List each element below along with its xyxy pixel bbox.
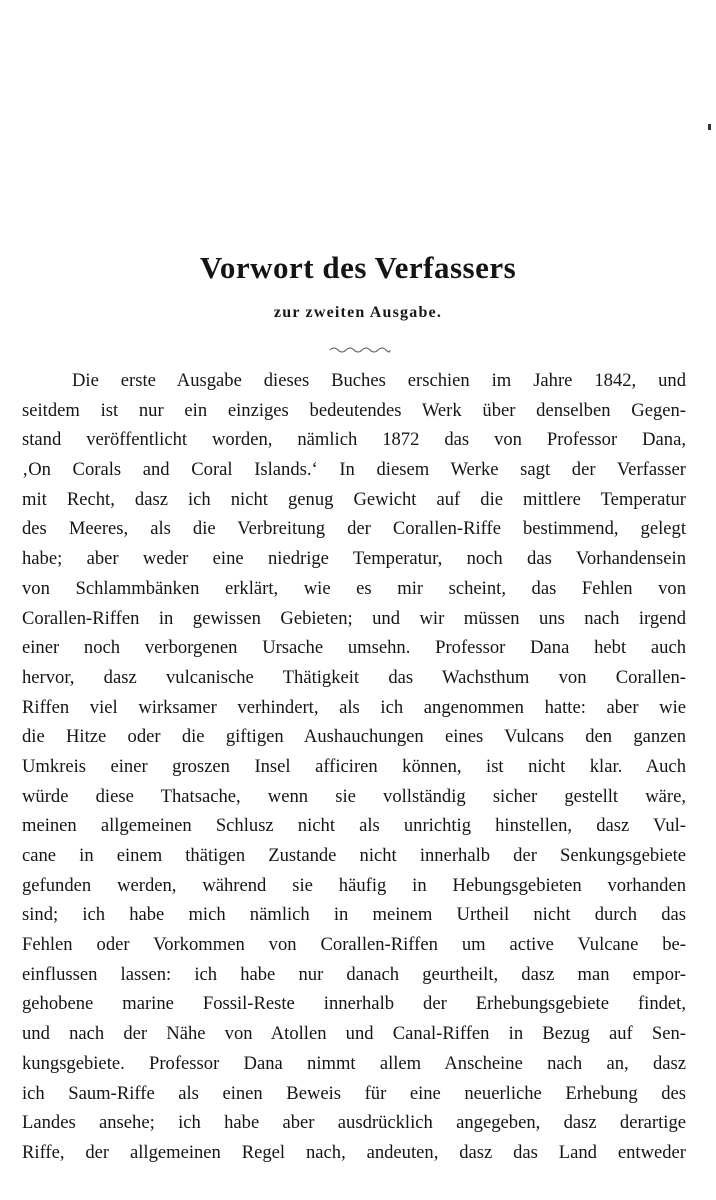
text-line-1: Die erste Ausgabe dieses Buches erschien im Jahre 1842, und [72, 370, 686, 391]
text-line-7: habe; aber weder eine niedrige Temperatur, noch das Vorhandensein [22, 548, 686, 570]
text-line-13: die Hitze oder die giftigen Aushauchungen eines Vulcans den ganzen [22, 726, 686, 748]
text-line-10: einer noch verborgenen Ursache umsehn. Professor Dana hebt auch [22, 637, 686, 659]
text-line-8: von Schlammbänken erklärt, wie es mir scheint, das Fehlen von [22, 577, 686, 599]
text-line-6: des Meeres, als die Verbreitung der Corallen-Riffe bestimmend, gelegt [22, 518, 686, 540]
text-line-16: meinen allgemeinen Schlusz nicht als unrichtig hinstellen, dasz Vul- [22, 815, 686, 837]
text-line-12: Riffen viel wirksamer verhindert, als ich angenommen hatte: aber wie [22, 696, 686, 718]
text-line-2: seitdem ist nur ein einziges bedeutendes Werk über denselben Gegen- [22, 399, 686, 421]
text-line-3: stand veröffentlicht worden, nämlich 1872 das von Professor Dana, [22, 429, 686, 451]
page-title: Vorwort des Verfassers [199, 250, 517, 285]
text-line-5: mit Recht, dasz ich nicht genug Gewicht auf die mittlere Temperatur [22, 488, 686, 510]
text-line-22: gehobene marine Fossil-Reste innerhalb der Erhebungsgebiete findet, [22, 993, 686, 1015]
text-line-18: gefunden werden, während sie häufig in Hebungsgebieten vorhanden [22, 874, 686, 896]
preface-body [22, 366, 686, 1168]
text-line-9: Corallen-Riffen in gewissen Gebieten; und wir müssen uns nach irgend [22, 607, 686, 629]
text-line-20: Fehlen oder Vorkommen von Corallen-Riffen um active Vulcane be- [22, 934, 686, 956]
text-line-21: einflussen lassen: ich habe nur danach geurtheilt, dasz man empor- [22, 963, 686, 985]
text-line-11: hervor, dasz vulcanische Thätigkeit das Wachsthum von Corallen- [22, 666, 686, 688]
text-line-17: cane in einem thätigen Zustande nicht innerhalb der Senkungsgebiete [22, 845, 686, 866]
text-line-4: ‚On Corals and Coral Islands.‘ In diesem Werke sagt der Verfasser [22, 459, 686, 481]
text-line-15: würde diese Thatsache, wenn sie vollständig sicher gestellt wäre, [22, 785, 686, 807]
text-line-25: ich Saum-Riffe als einen Beweis für eine neuerliche Erhebung des [22, 1082, 686, 1104]
text-line-23: und nach der Nähe von Atollen und Canal-Riffen in Bezug auf Sen- [22, 1023, 686, 1045]
text-line-24: kungsgebiete. Professor Dana nimmt allem Anscheine nach an, dasz [22, 1052, 686, 1074]
text-line-27: Riffe, der allgemeinen Regel nach, andeuten, dasz das Land entweder [22, 1141, 686, 1163]
text-line-19: sind; ich habe mich nämlich in meinem Urtheil nicht durch das [22, 904, 686, 926]
edge-speck [708, 124, 711, 130]
wave-rule-ornament [328, 344, 392, 354]
text-line-26: Landes ansehe; ich habe aber ausdrücklich angegeben, dasz derartige [22, 1112, 686, 1134]
text-line-14: Umkreis einer groszen Insel afficiren können, ist nicht klar. Auch [22, 755, 686, 777]
page-subtitle: zur zweiten Ausgabe. [273, 304, 443, 321]
